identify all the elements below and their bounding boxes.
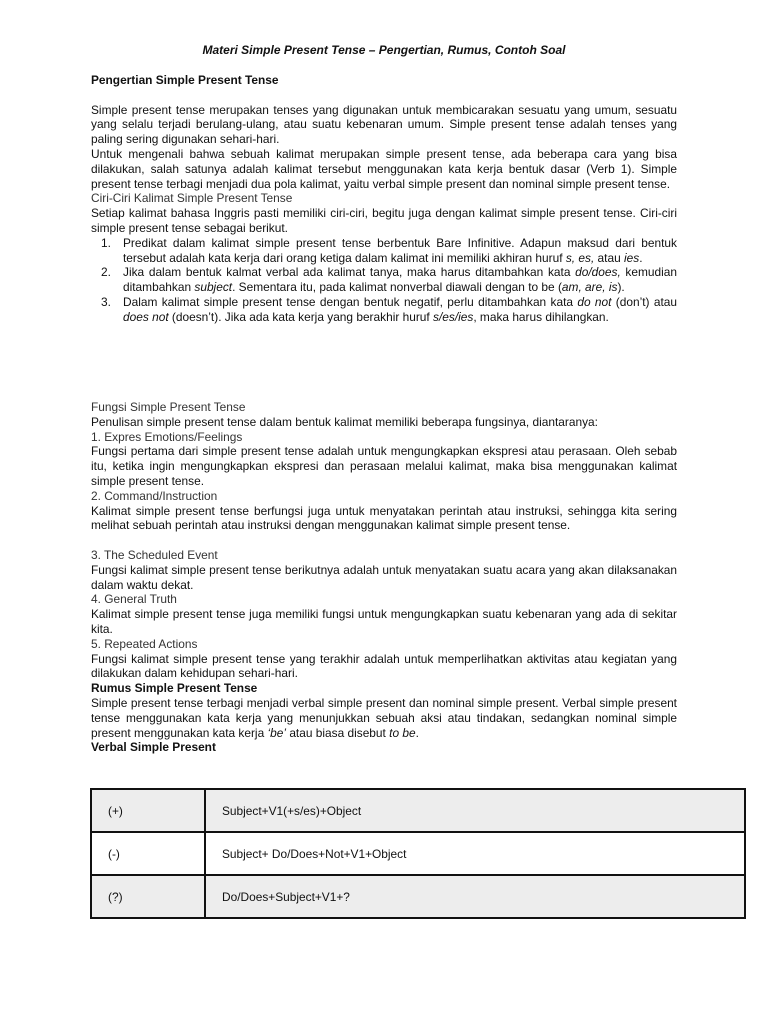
fungsi-item-heading: 4. General Truth: [91, 592, 177, 607]
fungsi-item-body: Fungsi kalimat simple present tense berikutnya adalah untuk menyatakan suatu acara yang akan dilaksanakan dalam waktu dekat.: [91, 562, 677, 592]
fungsi-section: [91, 400, 677, 755]
ciri-list: [91, 236, 677, 325]
table-row: [91, 789, 745, 832]
fungsi-item-heading: 1. Expres Emotions/Feelings: [91, 429, 243, 444]
rumus-paragraph: Simple present tense terbagi menjadi verbal simple present dan nominal simple present. Verbal simple present tense menggunakan kata kerja yang menunjukkan sebuah aksi atau tindakan, sedangkan nominal simple present menggunakan kata kerja ‘be’ atau biasa disebut to be.: [91, 695, 677, 740]
fungsi-heading: Fungsi Simple Present Tense: [91, 400, 246, 414]
formula-text: Do/Does+Subject+V1+?: [205, 875, 745, 918]
pengertian-heading: Pengertian Simple Present Tense: [91, 73, 279, 87]
formula-symbol: (+): [91, 789, 205, 832]
list-item: 3. Dalam kalimat simple present tense dengan bentuk negatif, perlu ditambahkan kata do not (don’t) atau does not (doesn’t). Jika ada kata kerja yang berakhir huruf s/es/ies, maka harus dihilangkan.: [101, 294, 677, 324]
document-title: Materi Simple Present Tense – Pengertian, Rumus, Contoh Soal: [202, 43, 566, 57]
fungsi-intro: Penulisan simple present tense dalam bentuk kalimat memiliki beberapa fungsinya, diantaranya:: [91, 414, 598, 429]
list-item: 1. Predikat dalam kalimat simple present tense berbentuk Bare Infinitive. Adapun maksud dari bentuk tersebut adalah kata kerja dari orang ketiga dalam kalimat ini memiliki akhiran huruf s, es, atau ies.: [101, 235, 677, 265]
fungsi-item-heading: 3. The Scheduled Event: [91, 547, 218, 562]
pengertian-paragraph-2: Untuk mengenali bahwa sebuah kalimat merupakan simple present tense, ada beberapa cara yang bisa dilakukan, salah satunya adalah kalimat tersebut menggunakan kata kerja bentuk dasar (Verb 1). Simple present tense terbagi menjadi dua pola kalimat, yaitu verbal simple present dan nominal simple present tense.: [91, 146, 677, 191]
list-item: 2. Jika dalam bentuk kalmat verbal ada kalimat tanya, maka harus ditambahkan kata do/does, kemudian ditambahkan subject. Sementara itu, pada kalimat nonverbal diawali dengan to be (am, are, is).: [101, 265, 677, 295]
formula-symbol: (?): [91, 875, 205, 918]
ciri-heading: Ciri-Ciri Kalimat Simple Present Tense: [91, 191, 293, 206]
table-row: [91, 875, 745, 918]
fungsi-item-body: Kalimat simple present tense berfungsi juga untuk menyatakan perintah atau instruksi, sehingga kita sering melihat sebuah perintah atau instruksi dengan menggunakan kalimat simple present tense.: [91, 503, 677, 533]
verbal-heading: Verbal Simple Present: [91, 740, 216, 755]
ciri-intro: Setiap kalimat bahasa Inggris pasti memiliki ciri-ciri, begitu juga dengan kalimat simple present tense. Ciri-ciri simple present tense sebagai berikut.: [91, 206, 677, 235]
fungsi-item-body: Fungsi kalimat simple present tense yang terakhir adalah untuk memperlihatkan aktivitas atau kegiatan yang dilakukan dalam kehidupan sehari-hari.: [91, 651, 677, 681]
fungsi-item-body: Fungsi pertama dari simple present tense adalah untuk mengungkapkan ekspresi atau perasaan. Oleh sebab itu, ketika ingin mengungkapkan ekspresi dan perasaan melalui kalimat, maka bisa menggunakan kalimat simple present tense.: [91, 444, 677, 488]
table-row: [91, 832, 745, 875]
fungsi-item-heading: 2. Command/Instruction: [91, 488, 218, 503]
pengertian-section: [91, 73, 677, 325]
formula-symbol: (-): [91, 832, 205, 875]
pengertian-paragraph-1: Simple present tense merupakan tenses yang digunakan untuk membicarakan sesuatu yang umum, sesuatu yang selalu terjadi berulang-ulang, atau suatu kebenaran umum. Simple present tense adalah tenses yang paling sering digunakan sehari-hari.: [91, 102, 677, 147]
fungsi-item-body: Kalimat simple present tense juga memiliki fungsi untuk mengungkapkan suatu kebenaran yang ada di sekitar kita.: [91, 607, 677, 636]
rumus-heading: Rumus Simple Present Tense: [91, 681, 258, 696]
formula-text: Subject+ Do/Does+Not+V1+Object: [205, 832, 745, 875]
fungsi-item-heading: 5. Repeated Actions: [91, 636, 198, 651]
formula-table: [90, 788, 746, 919]
formula-text: Subject+V1(+s/es)+Object: [205, 789, 745, 832]
